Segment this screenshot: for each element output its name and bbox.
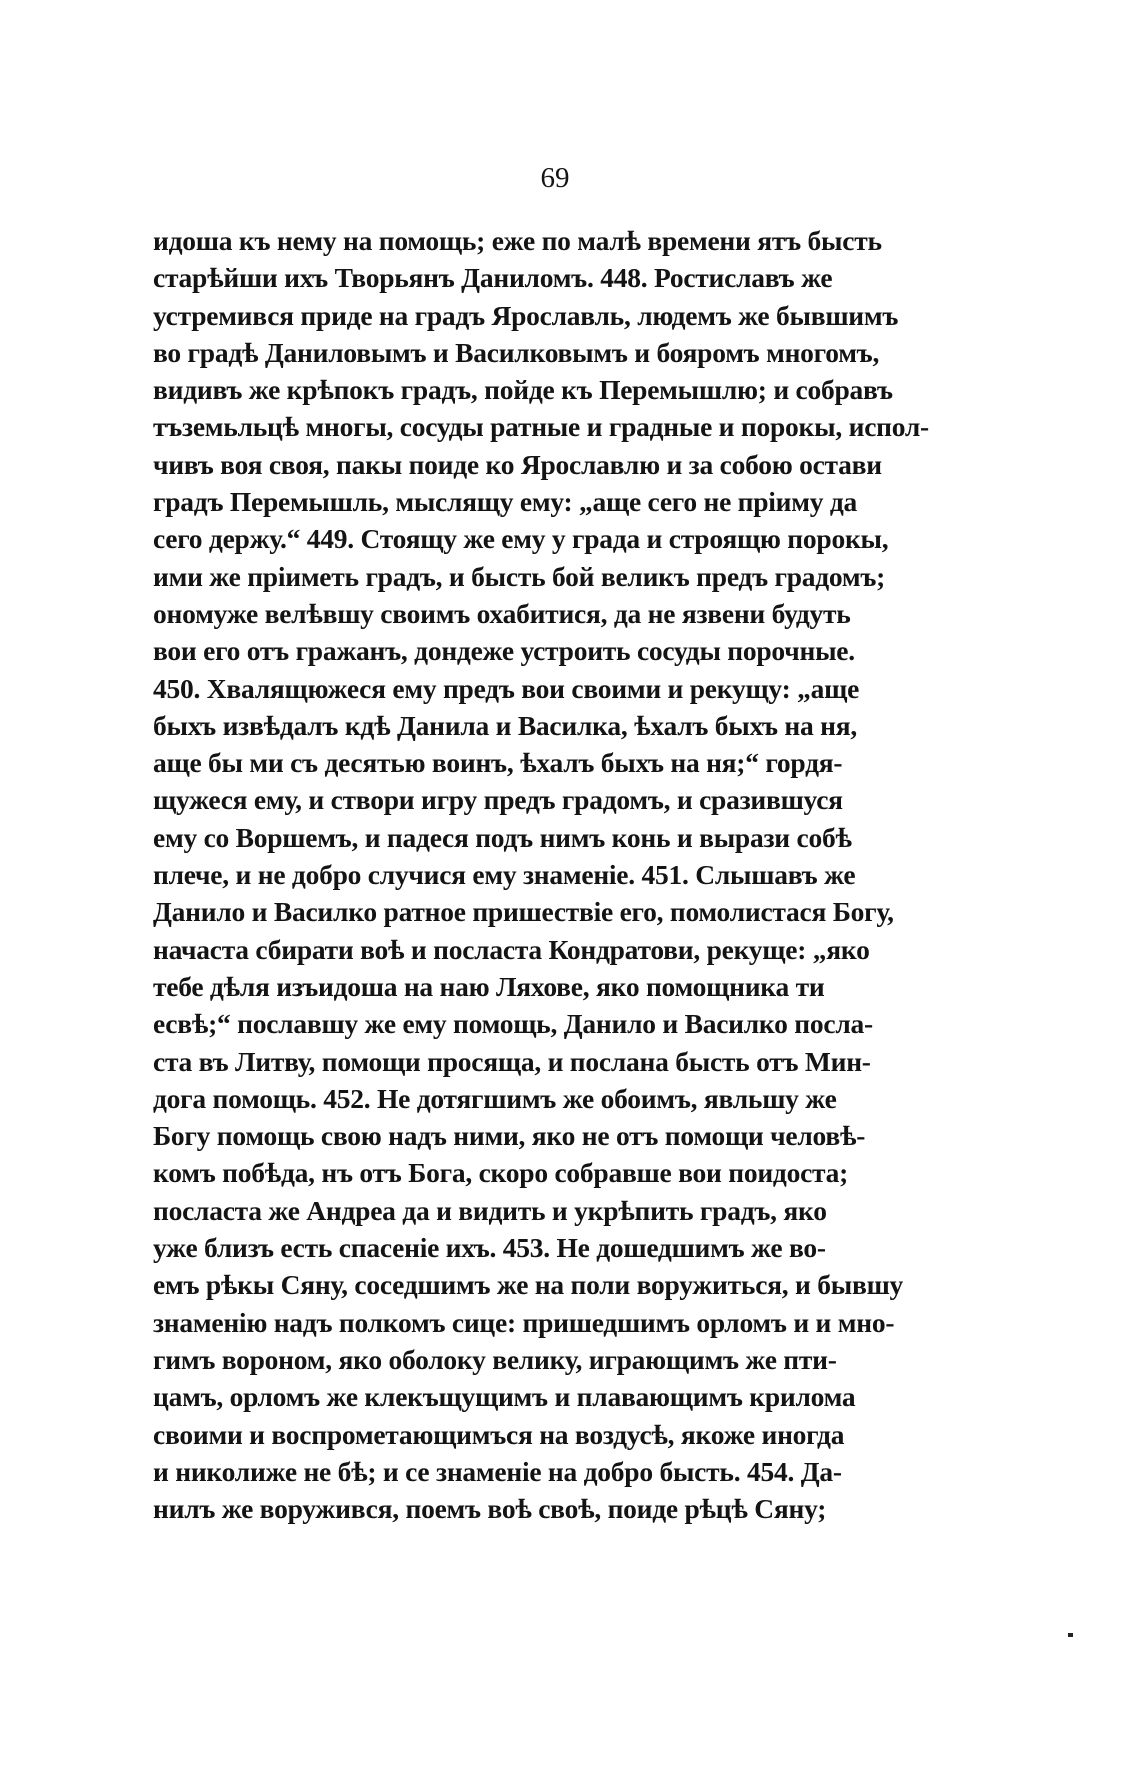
text-line: уже близъ есть спасеніе ихъ. 453. Не дошедшимъ же во- — [153, 1232, 826, 1264]
text-line: устремився приде на градъ Ярославль, людемъ же бывшимъ — [153, 299, 899, 331]
text-line: Данило и Василко ратное пришествіе его, помолистася Богу, — [153, 896, 894, 928]
text-line: есвѣ;“ пославшу же ему помощь, Данило и Василко посла- — [153, 1008, 873, 1040]
text-line: чивъ воя своя, пакы поиде ко Ярославлю и за собою остави — [153, 448, 882, 480]
text-line: щужеся ему, и створи игру предъ градомъ, и сразившуся — [153, 784, 843, 816]
text-line: во градѣ Даниловымъ и Василковымъ и бояромъ многомъ, — [153, 336, 880, 368]
text-line: гимъ вороном, яко оболоку велику, играющимъ же пти- — [153, 1343, 837, 1375]
text-line: цамъ, орломъ же клекъщущимъ и плавающимъ крилома — [153, 1381, 856, 1413]
text-line: старѣйши ихъ Творьянъ Даниломъ. 448. Ростиславъ же — [153, 262, 833, 294]
text-line: емъ рѣкы Сяну, соседшимъ же на поли воружиться, и бывшу — [153, 1269, 904, 1301]
text-line: плече, и не добро случися ему знаменіе. 451. Слышавъ же — [153, 859, 856, 891]
text-line: Богу помощь свою надъ ними, яко не отъ помощи человѣ- — [153, 1120, 866, 1152]
text-line: и николиже не бѣ; и се знаменіе на добро бысть. 454. Да- — [153, 1455, 842, 1487]
text-line: ими же пріиметь градъ, и бысть бой великъ предъ градомъ; — [153, 560, 886, 592]
scan-speck — [1068, 1633, 1073, 1637]
text-line: видивъ же крѣпокъ градъ, пойде къ Перемышлю; и собравъ — [153, 374, 893, 406]
text-line: ономуже велѣвшу своимъ охабитися, да не язвени будуть — [153, 597, 851, 629]
text-line: 450. Хвалящюжеся ему предъ вои своими и рекущу: „аще — [153, 672, 860, 704]
text-line: посласта же Андреа да и видить и укрѣпить градъ, яко — [153, 1194, 827, 1226]
text-line: ему со Воршемъ, и падеся подъ нимъ конь и вырази собѣ — [153, 821, 852, 853]
text-line: знаменію надъ полкомъ сице: пришедшимъ орломъ и и мно- — [153, 1306, 895, 1338]
text-line: быхъ извѣдалъ кдѣ Данила и Василка, ѣхалъ быхъ на ня, — [153, 709, 857, 741]
text-line: аще бы ми съ десятью воинъ, ѣхалъ быхъ на ня;“ гордя- — [153, 747, 843, 779]
body-text — [153, 222, 965, 1527]
text-line: нилъ же воружився, поемъ воѣ своѣ, поиде рѣцѣ Сяну; — [153, 1493, 827, 1525]
text-line: тъземьльцѣ многы, сосуды ратные и градные и порокы, испол- — [153, 411, 929, 443]
text-line: дога помощь. 452. Не дотягшимъ же обоимъ, явльшу же — [153, 1082, 837, 1114]
text-line: своими и воспрометающимъся на воздусѣ, якоже иногда — [153, 1418, 845, 1450]
page-number: 69 — [540, 162, 570, 194]
text-line: тебе дѣля изъидоша на наю Ляхове, яко помощника ти — [153, 970, 825, 1002]
text-line: градъ Перемышль, мыслящу ему: „аще сего не пріиму да — [153, 486, 858, 518]
text-line: комъ побѣда, нъ отъ Бога, скоро собравше вои поидоста; — [153, 1157, 849, 1189]
text-line: ста въ Литву, помощи просяща, и послана бысть отъ Мин- — [153, 1045, 871, 1077]
text-line: сего держу.“ 449. Стоящу же ему у града и строящю порокы, — [153, 523, 889, 555]
text-line: идоша къ нему на помощь; еже по малѣ времени ятъ бысть — [153, 225, 882, 256]
text-line: начаста сбирати воѣ и посласта Кондратови, рекуще: „яко — [153, 933, 870, 965]
text-line: вои его отъ гражанъ, дондеже устроить сосуды порочные. — [153, 635, 855, 667]
